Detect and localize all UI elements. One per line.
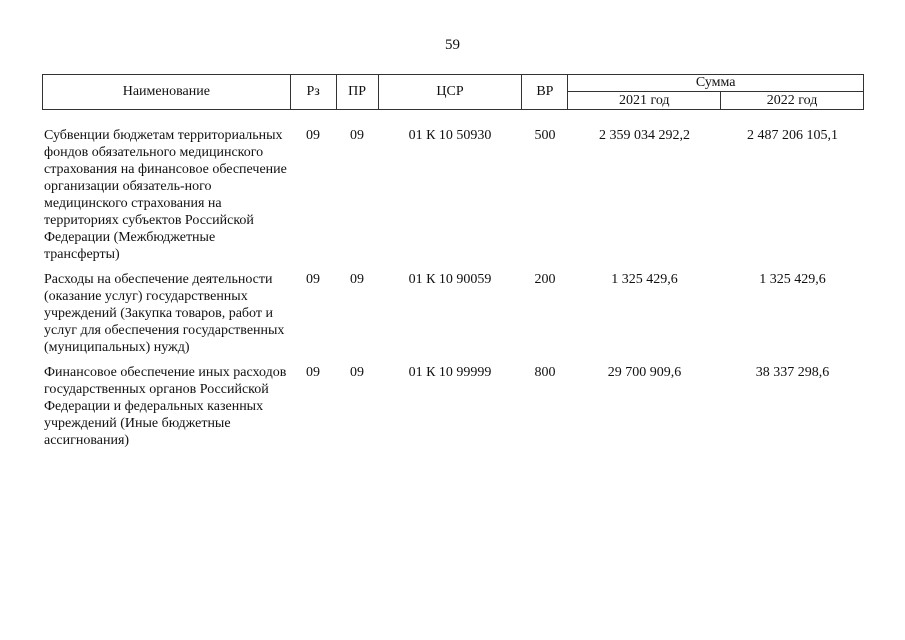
row-sum-2022: 2 487 206 105,1 bbox=[747, 128, 838, 143]
row-vr: 200 bbox=[534, 272, 556, 287]
row-vr: 800 bbox=[534, 365, 556, 380]
table-body bbox=[42, 127, 864, 457]
header-pr: ПР bbox=[336, 75, 378, 110]
row-pr: 09 bbox=[350, 365, 364, 380]
row-csr: 01 К 10 99999 bbox=[408, 365, 492, 380]
row-pr: 09 bbox=[350, 272, 364, 287]
row-sum-2021: 29 700 909,6 bbox=[607, 365, 682, 380]
row-sum-2021: 2 359 034 292,2 bbox=[599, 128, 690, 143]
header-year-2022: 2022 год bbox=[721, 92, 864, 110]
row-csr: 01 К 10 90059 bbox=[408, 272, 492, 287]
row-sum-2022: 1 325 429,6 bbox=[759, 272, 826, 287]
row-csr: 01 К 10 50930 bbox=[408, 128, 492, 143]
header-csr: ЦСР bbox=[378, 75, 522, 110]
table-row bbox=[42, 364, 864, 457]
row-sum-2022: 38 337 298,6 bbox=[755, 365, 830, 380]
header-vr: ВР bbox=[522, 75, 568, 110]
table-header bbox=[42, 74, 864, 110]
row-rz: 09 bbox=[306, 272, 320, 287]
row-vr: 500 bbox=[534, 128, 556, 143]
row-name: Расходы на обеспечение деятельности (оказание услуг) государственных учреждений (Закупка товаров, работ и услуг для обеспечения государственных (муниципальных) нужд) bbox=[44, 272, 285, 355]
row-pr: 09 bbox=[350, 128, 364, 143]
table-row bbox=[42, 271, 864, 364]
header-year-2021: 2021 год bbox=[568, 92, 721, 110]
table-row bbox=[42, 127, 864, 271]
row-name: Субвенции бюджетам территориальных фондов обязательного медицинского страхования на финансовое обеспечение организации обязатель-ного медицинского страхования на территориях субъектов Российской Федерации (Межбюджетные трансферты) bbox=[44, 128, 287, 262]
page-number: 59 bbox=[445, 37, 460, 53]
header-rz: Рз bbox=[290, 75, 336, 110]
header-name: Наименование bbox=[43, 75, 291, 110]
header-sum: Сумма bbox=[568, 75, 864, 92]
row-rz: 09 bbox=[306, 128, 320, 143]
row-name: Финансовое обеспечение иных расходов государственных органов Российской Федерации и федеральных казенных учреждений (Иные бюджетные ассигнования) bbox=[44, 365, 287, 448]
row-rz: 09 bbox=[306, 365, 320, 380]
row-sum-2021: 1 325 429,6 bbox=[611, 272, 678, 287]
